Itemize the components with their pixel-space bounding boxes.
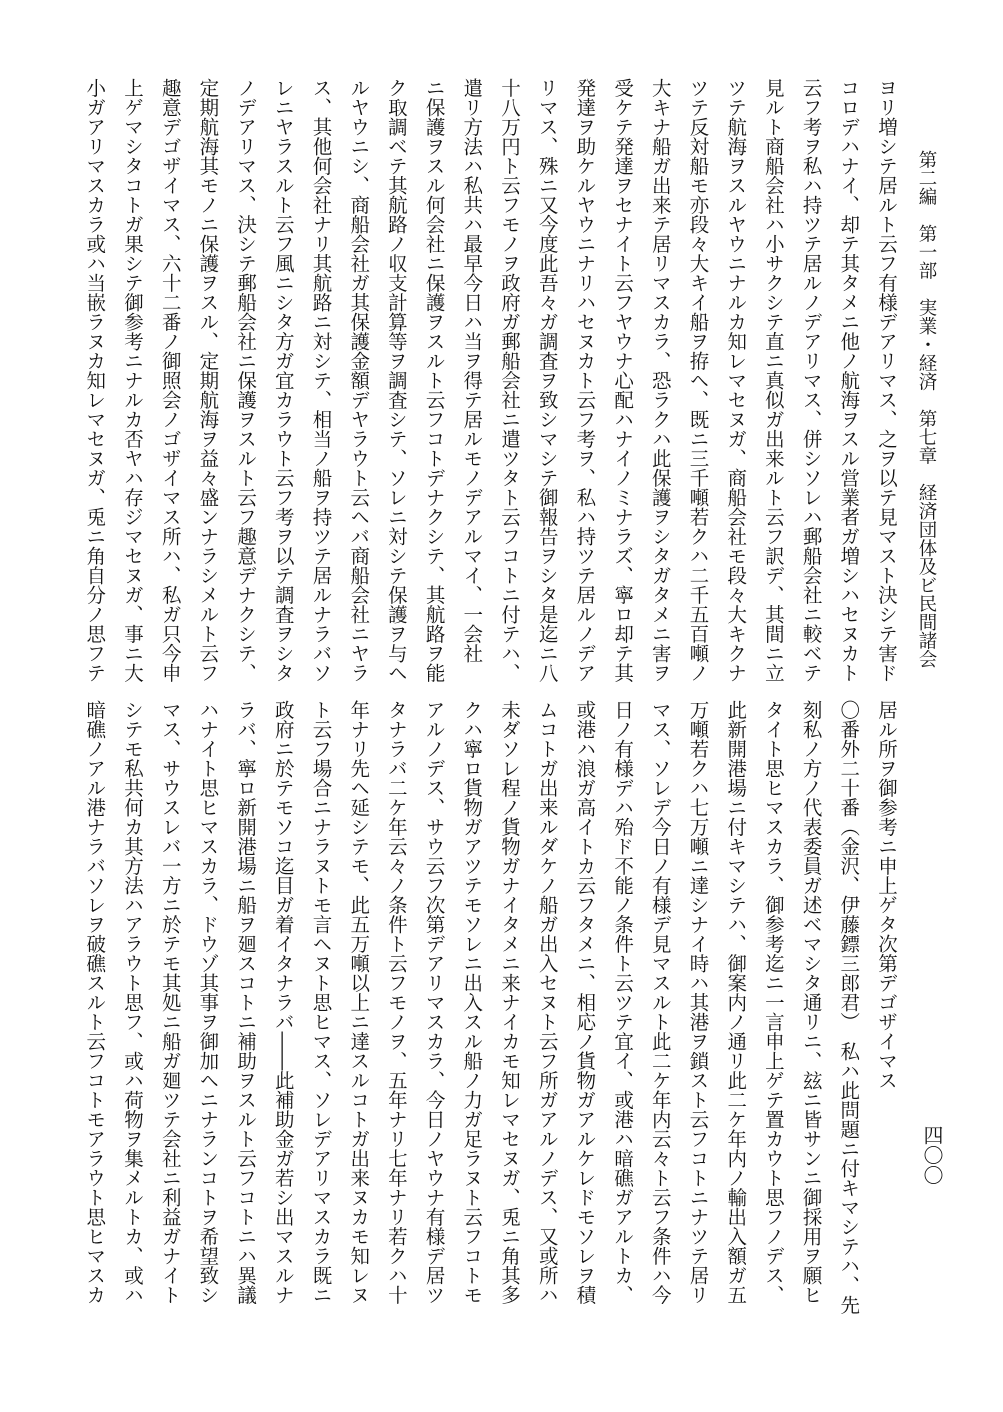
text-column: 未ダソレ程ノ貨物ガナイタメニ来ナイカモ知レマセヌガ、兎ニ角其多: [498, 700, 521, 1305]
text-column: 遣リ方法ハ私共ハ最早今日ハ当ヲ得テ居ルモノデアルマイ、一会社: [460, 78, 484, 663]
text-column: ス、其他何会社ナリ其航路ニ対シテ、相当ノ船ヲ持ツテ居ルナラバソ: [309, 78, 333, 683]
text-column: 年ナリ先ヘ延シテモ、此五万噸以上ニ達スルコトガ出来ヌカモ知レヌ: [347, 700, 371, 1305]
page-number: 四〇〇: [920, 1125, 944, 1185]
text-column: 政府ニ於テモソコ迄目ガ着イタナラバ――此補助金ガ若シ出マスルナ: [271, 700, 295, 1305]
text-column: ク取調ベテ其航路ノ収支計算等ヲ調査シテ、ソレニ対シテ保護ヲ与ヘ: [384, 78, 408, 683]
text-column: 此新開港場ニ付キマシテハ、御案内ノ通リ此二ケ年内ノ輸出入額ガ五: [724, 700, 748, 1305]
text-column: シテモ私共何カ其方法ハアラウト思フ、或ハ荷物ヲ集メルトカ、或ハ: [121, 700, 144, 1305]
text-column: ハナイト思ヒマスカラ、ドウゾ其事ヲ御加ヘニナランコトヲ希望致シ: [196, 700, 220, 1305]
text-column: 暗礁ノアル港ナラバソレヲ破礁スルト云フコトモアラウト思ヒマスカ: [83, 700, 107, 1305]
text-column: 或港ハ浪ガ高イトカ云フタメニ、相応ノ貨物ガアルケレドモソレヲ積: [573, 700, 597, 1305]
text-column: ツテ反対船モ亦段々大キイ船ヲ拵ヘ、既ニ三千噸若クハ二千五百噸ノ: [686, 78, 710, 683]
text-column: 刻私ノ方ノ代表委員ガ述ベマシタ通リニ、玆ニ皆サンニ御採用ヲ願ヒ: [799, 700, 823, 1305]
text-column: 見ルト商船会社ハ小サクシテ直ニ真似ガ出来ルト云フ訳デ、其間ニ立: [761, 78, 785, 683]
text-column: 趣意デゴザイマス、六十二番ノ御照会ノゴザイマス所ハ、私ガ只今申: [158, 78, 182, 683]
text-column: ニ保護ヲスル何会社ニ保護ヲスルト云フコトデナクシテ、其航路ヲ能: [422, 78, 446, 683]
text-column: 日ノ有様デハ殆ド不能ノ条件ト云ツテ宜イ、或港ハ暗礁ガアルトカ、: [611, 700, 635, 1305]
text-column: 云フ考ヲ私ハ持ツテ居ルノデアリマス、併シソレハ郵船会社ニ較ベテ: [799, 78, 823, 683]
text-column: リマス、殊ニ又今度此吾々ガ調査ヲ致シマシテ御報告ヲシタ是迄ニ八: [535, 78, 559, 683]
text-column: ムコトガ出来ルダケノ船ガ出入セヌト云フ所ガアルノデス、又或所ハ: [535, 700, 559, 1305]
text-column: ツテ航海ヲスルヤウニナルカ知レマセヌガ、商船会社モ段々大キクナ: [724, 78, 748, 683]
text-column: 受ケテ発達ヲセナイト云フヤウナ心配ハナイノミナラズ、寧ロ却テ其: [611, 78, 635, 683]
text-column: 上ゲマシタコトガ果シテ御参考ニナルカ否ヤハ存ジマセヌガ、事ニ大: [121, 78, 144, 683]
text-column: ラバ、寧ロ新開港場ニ船ヲ廻スコトニ補助ヲスルト云フコトニハ異議: [234, 700, 258, 1305]
text-column: 発達ヲ助ケルヤウニナリハセヌカト云フ考ヲ、私ハ持ツテ居ルノデア: [573, 78, 597, 683]
text-column: 小ガアリマスカラ或ハ当嵌ラヌカ知レマセヌガ、兎ニ角自分ノ思フテ: [83, 78, 107, 683]
text-column: ト云フ場合ニナラヌトモ言ヘヌト思ヒマス、ソレデアリマスカラ既ニ: [309, 700, 333, 1305]
text-column: タイト思ヒマスカラ、御参考迄ニ一言申上ゲテ置カウト思フノデス、: [761, 700, 785, 1305]
running-header-title: 第二編 第一部 実業・経済 第七章 経済団体及ビ民間諸会: [916, 150, 937, 668]
text-column: 居ル所ヲ御参考ニ申上ゲタ次第デゴザイマス: [875, 700, 898, 1090]
text-column: クハ寧ロ貨物ガアツテモソレニ出入スル船ノ力ガ足ラヌト云フコトモ: [460, 700, 484, 1305]
text-column: 十八万円ト云フモノヲ政府ガ郵船会社ニ遣ツタト云フコトニ付テハ、: [498, 78, 521, 683]
text-column: ヨリ増シテ居ルト云フ有様デアリマス、之ヲ以テ見マスト決シテ害ド: [875, 78, 898, 683]
text-column: 大キナ船ガ出来テ居リマスカラ、恐ラクハ此保護ヲシタガタメニ害ヲ: [648, 78, 672, 683]
text-column: アルノデス、サウ云フ次第デアリマスカラ、今日ノヤウナ有様デ居ツ: [422, 700, 446, 1305]
text-column: レニヤラスルト云フ風ニシタ方ガ宜カラウト云フ考ヲ以テ調査ヲシタ: [271, 78, 295, 683]
text-column: コロデハナイ、却テ其タメニ他ノ航海ヲスル営業者ガ増シハセヌカト: [837, 78, 861, 683]
text-column: マス、サウスレバ一方ニ於テモ其処ニ船ガ廻ツテ会社ニ利益ガナイト: [158, 700, 182, 1305]
text-column: ノデアリマス、決シテ郵船会社ニ保護ヲスルト云フ趣意デナクシテ、: [234, 78, 258, 683]
text-column: 〇番外二十番（金沢、伊藤鏢三郎君） 私ハ此問題ニ付キマシテハ、先: [837, 700, 861, 1315]
text-column: 万噸若クハ七万噸ニ達シナイ時ハ其港ヲ鎖スト云フコトニナツテ居リ: [686, 700, 710, 1305]
text-column: 定期航海其モノニ保護ヲスル、定期航海ヲ益々盛ンナラシメルト云フ: [196, 78, 220, 683]
text-column: タナラバ二ケ年云々ノ条件ト云フモノヲ、五年ナリ七年ナリ若クハ十: [384, 700, 408, 1305]
text-column: ルヤウニシ、商船会社ガ其保護金額デヤラウト云ヘバ商船会社ニヤラ: [347, 78, 371, 683]
text-column: マス、ソレデ今日ノ有様デ見マスルト此二ケ年内云々ト云フ条件ハ今: [648, 700, 672, 1305]
